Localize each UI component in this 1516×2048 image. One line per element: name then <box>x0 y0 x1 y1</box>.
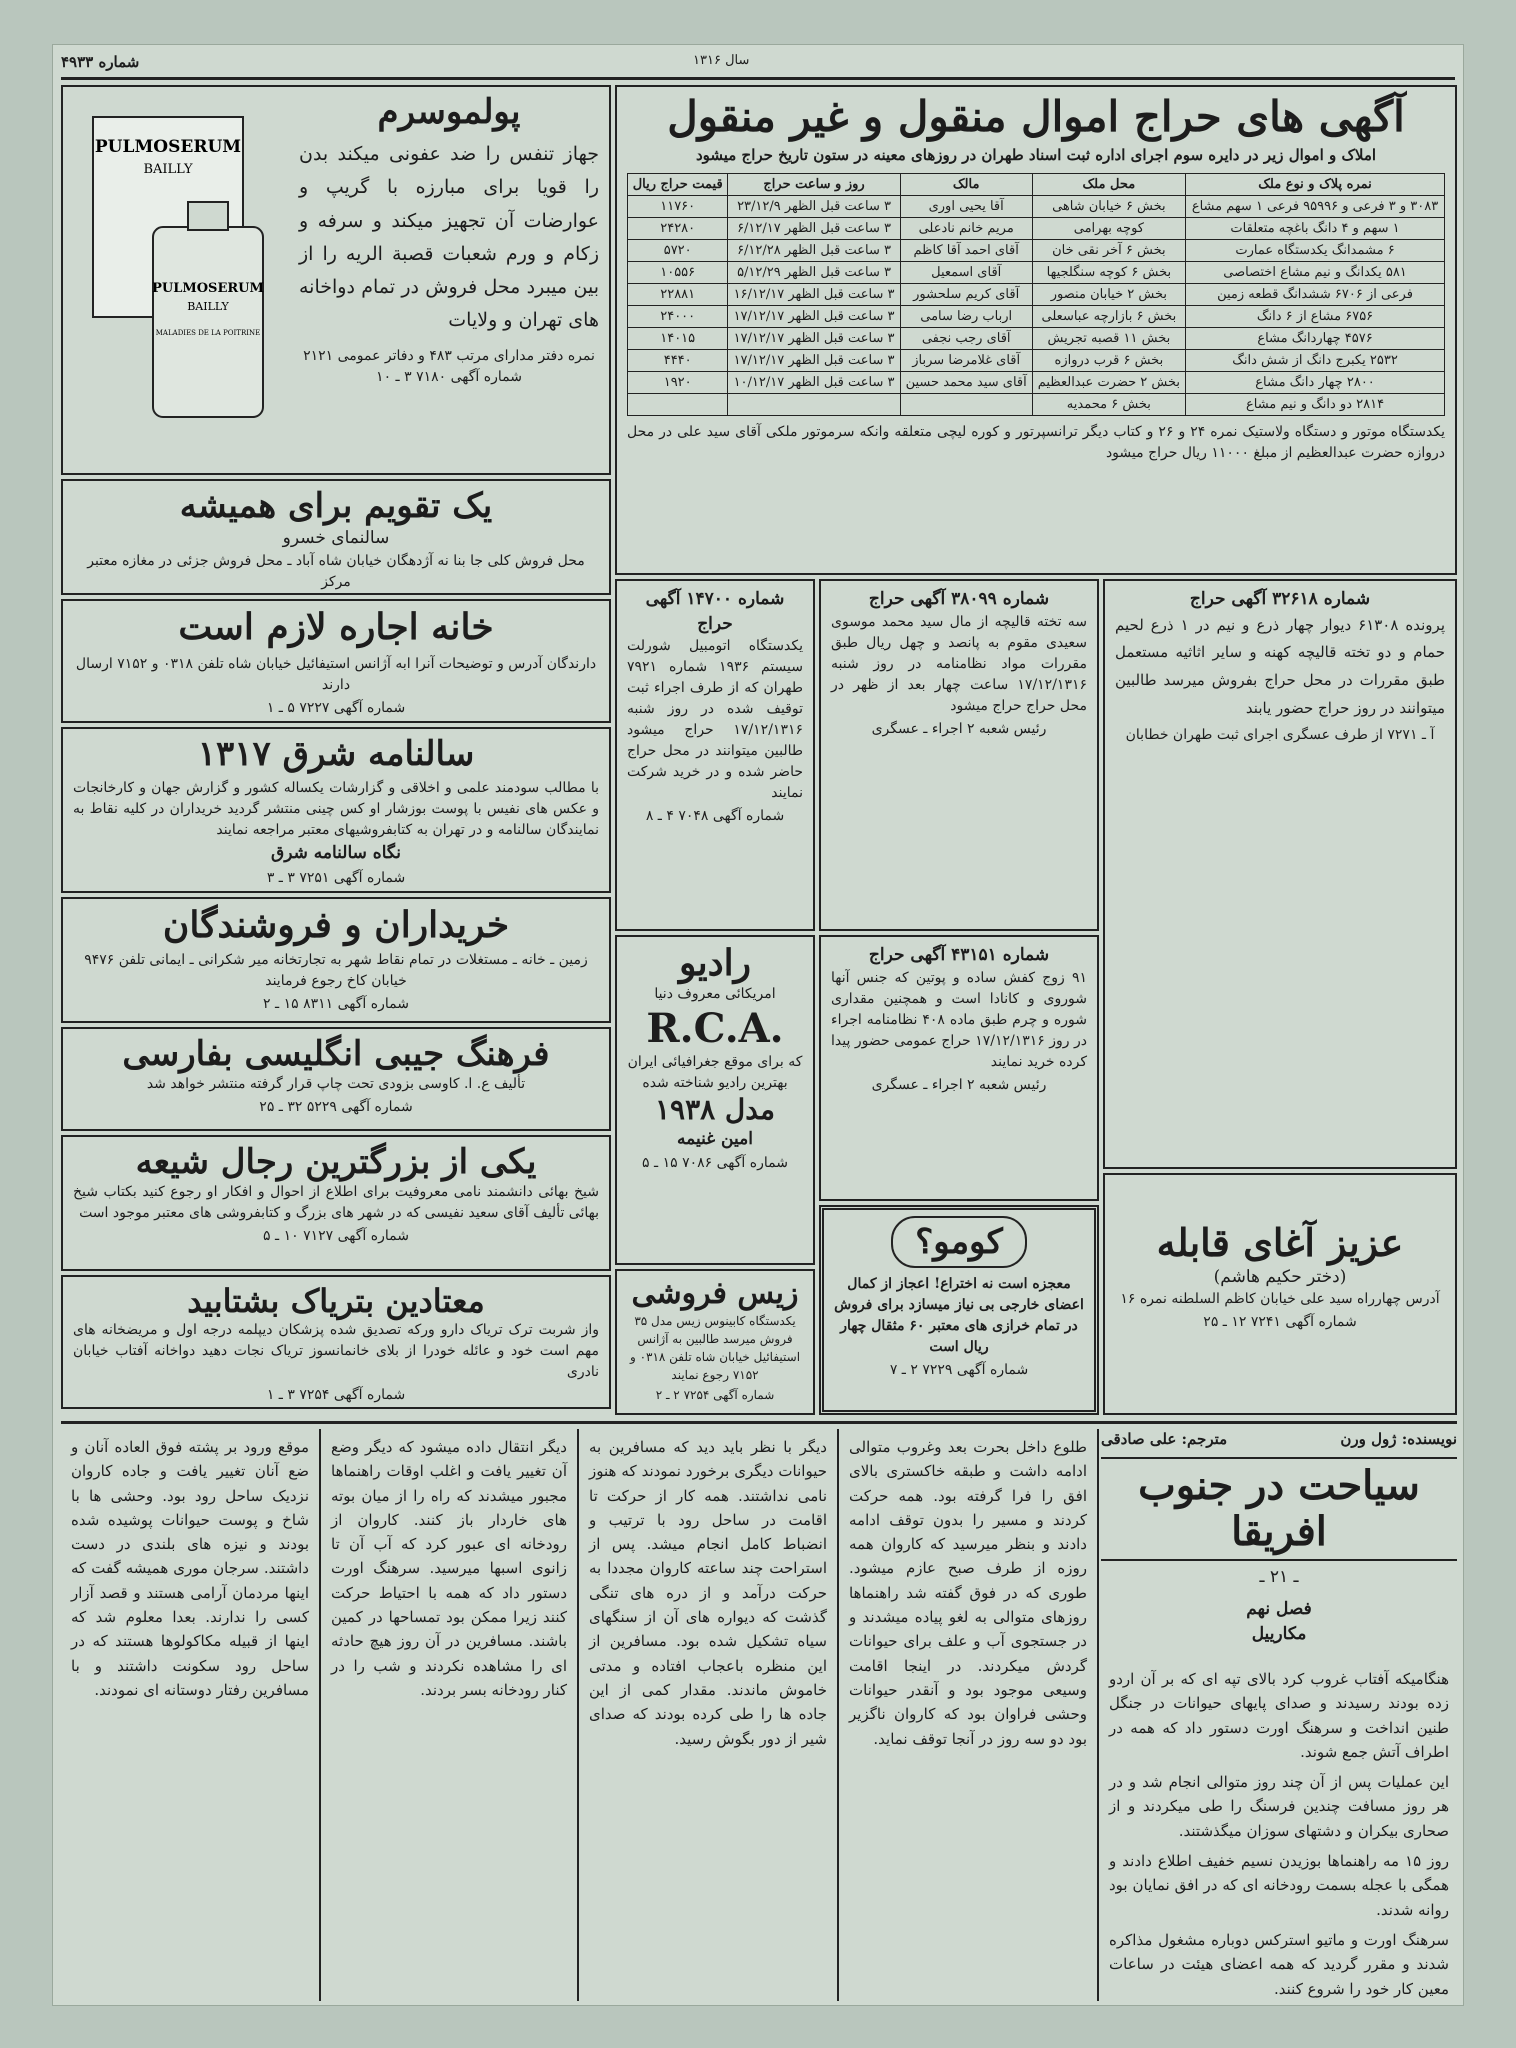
calendar-subtitle: سالنمای خسرو <box>282 528 390 549</box>
auction-cell: ۳ ساعت قبل الظهر ۶/۱۲/۲۸ <box>728 240 900 262</box>
pulmoserum-ref: نمره دفتر مدارای مرتب ۴۸۳ و دفاتر عمومی ۲۱۲۱ شماره آگهی ۷۱۸۰ ۳ ـ ۱۰ <box>303 347 595 385</box>
auction-cell: ۳ ساعت قبل الظهر ۵/۱۲/۲۹ <box>728 262 900 284</box>
radio-ref: شماره آگهی ۷۰۸۶ ۱۵ ـ ۵ <box>642 1155 788 1172</box>
auction-cell: بخش ۶ محمدیه <box>1032 394 1185 416</box>
aziz-ref: شماره آگهی ۷۲۴۱ ۱۲ ـ ۲۵ <box>1203 1314 1357 1331</box>
serial-header <box>1101 1429 1457 1647</box>
calendar-body: محل فروش کلی جا بنا نه آژدهگان خیابان شاه آباد ـ محل فروش جزئی در مغازه معتبر مرکز <box>87 552 585 590</box>
auction-cell: بخش ۶ کوچه سنگلجیها <box>1032 262 1185 284</box>
buyers-ad <box>61 897 611 1023</box>
auction-row <box>628 218 1445 240</box>
auction-cell: فرعی از ۶۷۰۶ ششدانگ قطعه زمین <box>1186 284 1445 306</box>
serial-opening <box>1101 1661 1457 2001</box>
bottle-brand-front: PULMOSERUM <box>152 281 264 296</box>
column-rule <box>837 1429 839 2001</box>
serial-episode: ـ ۲۱ ـ <box>1259 1566 1299 1587</box>
auction-row <box>628 350 1445 372</box>
auction-notice-2 <box>819 579 1099 931</box>
zeiss-body: یکدستگاه کابینوس زیس مدل ۳۵ فروش میرسد طالبین به آژانس استیفائیل خیابان شاه تلفن ۰۳۱۸ و ۷۱۵۲ رجوع نمایند <box>629 1313 801 1382</box>
auction-cell: ارباب رضا سامی <box>900 306 1032 328</box>
col-price: قیمت حراج ریال <box>628 174 728 196</box>
auction-cell: ۳ ساعت قبل الظهر ۱۰/۱۲/۱۷ <box>728 372 900 394</box>
notice4-body: ۹۱ زوج کفش ساده و پوتین که جنس آنها شوروی و کانادا است و همچنین مقداری شوره و چرم طبق ماده ۴۰۸ نظامنامه اجراء در روز ۱۷/۱۲/۱۳۱۶ حراج عمومی حضور پیدا کرده خرید نمایند <box>831 969 1087 1070</box>
auction-cell: ۲۵۳۲ یکبرج دانگ از شش دانگ <box>1186 350 1445 372</box>
auction-cell: بخش ۶ آخر نقی خان <box>1032 240 1185 262</box>
notice4-title: آگهی حراج <box>868 945 946 965</box>
komo-ad <box>819 1205 1099 1415</box>
serial-paragraph: سرهنگ اورت و ماتیو استرکس دوباره مشغول مذاکره شدند و مقرر گردید که همه اعضای هیئت در ساعات معین کار خود را شروع کنند. <box>1109 1930 1449 1998</box>
column-rule <box>577 1429 579 2001</box>
auction-footnote: یکدستگاه موتور و دستگاه ولاستیک نمره ۲۴ و ۲۶ و کتاب دیگر ترانسپرتور و کوره لیچی متعلقه وانکه سرموتور ملکی آقای سید علی در محل دروازه حضرت عبدالعظیم از مبلغ ۱۱۰۰۰ ریال حراج میشود <box>627 424 1445 462</box>
auction-table <box>627 173 1445 416</box>
radio-title: رادیو <box>678 942 752 984</box>
shia-book-ref: شماره آگهی ۷۱۲۷ ۱۰ ـ ۵ <box>263 1228 409 1245</box>
pulmoserum-ad <box>61 85 611 475</box>
dictionary-ref: شماره آگهی ۵۲۲۹ ۳۲ ـ ۲۵ <box>259 1099 413 1116</box>
notice1-title: آگهی حراج <box>645 589 733 634</box>
zeiss-ref: شماره آگهی ۷۲۵۴ ۲ ـ ۲ <box>655 1387 775 1402</box>
auction-notice-1 <box>615 579 815 931</box>
auction-cell: بخش ۲ خیابان منصور <box>1032 284 1185 306</box>
auction-cell: ۳ ساعت قبل الظهر ۱۷/۱۲/۱۷ <box>728 328 900 350</box>
radio-model: مدل ۱۹۳۸ <box>655 1093 775 1127</box>
auction-cell: آقای رجب نجفی <box>900 328 1032 350</box>
medicine-bottle-icon <box>83 107 293 437</box>
auction-cell: ۳ ساعت قبل الظهر ۲۳/۱۲/۹ <box>728 196 900 218</box>
auction-row <box>628 328 1445 350</box>
auction-title: آگهی های حراج اموال منقول و غیر منقول <box>667 92 1405 141</box>
notice2-body: سه تخته قالیچه از مال سید محمد موسوی سعیدی مقوم به پانصد و چهل ریال طبق مقررات مواد نظامنامه در روز شنبه ۱۷/۱۲/۱۳۱۶ ساعت چهار بعد از ظهر در محل حراج حراج میشود <box>831 613 1087 714</box>
bottle-maker-top: BAILLY <box>143 162 193 177</box>
serial-paragraph: روز ۱۵ مه راهنماها بوزیدن نسیم خفیف اطلاع دادند و همگی با عجله بسمت رودخانه ای که در افق نمایان بود روانه شدند. <box>1109 1852 1450 1919</box>
newspaper-page <box>52 44 1464 2006</box>
auction-section <box>615 85 1457 575</box>
auction-cell: ۳ ساعت قبل الظهر ۶/۱۲/۱۷ <box>728 218 900 240</box>
auction-cell: ۱۱۷۶۰ <box>628 196 728 218</box>
auction-row <box>628 394 1445 416</box>
auction-cell: آقای احمد آقا کاظم <box>900 240 1032 262</box>
auction-row <box>628 306 1445 328</box>
col-date: روز و ساعت حراج <box>728 174 900 196</box>
auction-cell: ۲۲۸۸۱ <box>628 284 728 306</box>
auction-subtitle: املاک و اموال زیر در دایره سوم اجرای اداره ثبت اسناد طهران در روزهای معینه در ستون تاریخ حراج میشود <box>695 146 1377 165</box>
zeiss-ad <box>615 1269 815 1415</box>
radio-body: که برای موقع جغرافیائی ایران بهترین رادیو شناخته شده <box>627 1054 803 1092</box>
auction-row <box>628 372 1445 394</box>
auction-cell: ۱۹۲۰ <box>628 372 728 394</box>
rental-ref: شماره آگهی ۷۲۲۷ ۵ ـ ۱ <box>266 700 406 717</box>
auction-cell: ۱۴۰۱۵ <box>628 328 728 350</box>
auction-cell: آقای غلامرضا سرباز <box>900 350 1032 372</box>
serial-paragraph: این عملیات پس از آن چند روز متوالی انجام شد و در هر روز مسافت چندین فرسنگ را طی میکردند و از صحاری بیکران و دشتهای سوزان میگذشتند. <box>1109 1773 1449 1840</box>
zeiss-title: زیس فروشی <box>631 1276 799 1311</box>
auction-cell: ۲۸۱۴ دو دانگ و نیم مشاع <box>1186 394 1445 416</box>
notice2-ref: رئیس شعبه ۲ اجراء ـ عسگری <box>871 720 1047 737</box>
aziz-subtitle: (دختر حکیم هاشم) <box>1213 1266 1347 1287</box>
auction-cell: ۲۸۰۰ چهار دانگ مشاع <box>1186 372 1445 394</box>
section-rule <box>61 1421 1457 1424</box>
serial-column-3: دیگر انتقال داده میشود که دیگر وضع آن تغییر یافت و اغلب اوقات راهنماها مجبور میشدند که راه را از میان بوته های خاردار باز کنند. کاروان از رودخانه ای عبور کرد که آب آن تا زانوی اسبها میرسید. سرهنگ اورت دستور داد که همه با احتیاط حرکت کنند زیرا ممکن بود تمساحها در کمین باشند. مسافرین در آن روز هیچ حادثه ای را مشاهده نکردند و شب را در کنار رودخانه بسر بردند. <box>331 1438 567 1699</box>
notice3-body: پرونده ۶۱۳۰۸ دیوار چهار ذرع و نیم در ۱ ذرع لحیم حمام و دو تخته قالیچه کهنه و سایر اثاثیه مستعمل طبق مقررات در محل حراج بفروش میرسد طالبین میتوانند در روز حراج حضور یابند <box>1115 615 1446 717</box>
serial-translator: مترجم: علی صادقی <box>1101 1430 1228 1448</box>
auction-cell <box>900 394 1032 416</box>
auction-cell: بخش ۲ حضرت عبدالعظیم <box>1032 372 1185 394</box>
almanac-signature: نگاه سالنامه شرق <box>271 843 401 864</box>
almanac-title: سالنامه شرق ۱۳۱۷ <box>197 734 475 774</box>
auction-cell: کوچه بهرامی <box>1032 218 1185 240</box>
auction-cell: آقای اسمعیل <box>900 262 1032 284</box>
auction-cell: ۶ مشمدانگ یکدستگاه عمارت <box>1186 240 1445 262</box>
opium-ref: شماره آگهی ۷۲۵۴ ۳ ـ ۱ <box>266 1386 406 1403</box>
opium-title: معتادین بتریاک بشتابید <box>187 1282 485 1320</box>
serial-column-1: طلوع داخل بحرت بعد وغروب متوالی ادامه داشت و طبقه خاکستری بالای افق را فرا گرفته بود. همه حرکت کردند و مسیر را بدون توقف ادامه دادند و بنظر میرسید که کاروان همه روزه از طرف صبح عازم میشود. طوری که در فوق گفته شد راهنماها روزهای متوالی به لغو پیاده میشدند و در جستجوی آب و علف برای حیوانات گردش میکردند. در اینجا اقامت وسیعی موجود بود و آنقدر حیوانات وحشی فراوان بود که کاروان ناگزیر بود دو سه روز در آنجا توقف نماید. <box>849 1438 1087 1748</box>
almanac-body: با مطالب سودمند علمی و اخلاقی و گزارشات یکساله کشور و گزارش جهان و کارخانجات و عکس های نفیس با پوست بوزشار او کس چینی منتشر گردید خریداران در کلیه نقاط به نمایندگان سالنامه و در تهران به کتابفروشیهای معتبر مراجعه نمایند <box>73 780 599 839</box>
shia-book-body: شیخ بهائی دانشمند نامی معروفیت برای اطلاع از احوال و افکار او رجوع کنید بکتاب شیخ بهائی تألیف آقای سعید نفیسی که در شهر های بزرگ و کتابفروشی های معتبر موجود است <box>73 1184 599 1222</box>
auction-cell: ۲۴۰۰۰ <box>628 306 728 328</box>
auction-cell: ۱۰۵۵۶ <box>628 262 728 284</box>
radio-subtitle: امریکائی معروف دنیا <box>654 986 776 1003</box>
dictionary-title: فرهنگ جیبی انگلیسی بفارسی <box>122 1034 550 1074</box>
issue-label: شماره ۴۹۳۳ <box>61 53 140 71</box>
auction-cell: آقای کریم سلحشور <box>900 284 1032 306</box>
notice1-number: شماره ۱۴۷۰۰ <box>686 589 785 609</box>
notice3-ref: آ ـ ۷۲۷۱ از طرف عسگری اجرای ثبت طهران خطابان <box>1125 726 1435 743</box>
auction-cell: ۳ ساعت قبل الظهر ۱۷/۱۲/۱۷ <box>728 306 900 328</box>
auction-cell: آقای سید محمد حسین <box>900 372 1032 394</box>
rental-title: خانه اجاره لازم است <box>178 606 494 648</box>
aziz-title: عزیز آغای قابله <box>1156 1220 1404 1265</box>
radio-agent: امین غنیمه <box>677 1128 753 1149</box>
auction-cell: ۳ ساعت قبل الظهر ۱۷/۱۲/۱۷ <box>728 350 900 372</box>
auction-cell: مریم خانم نادعلی <box>900 218 1032 240</box>
shia-book-title: یکی از بزرگترین رجال شیعه <box>135 1142 537 1182</box>
almanac-ad <box>61 727 611 893</box>
auction-cell: بخش ۶ قرب دروازه <box>1032 350 1185 372</box>
notice3-title: آگهی حراج <box>1189 589 1267 609</box>
auction-cell: ۱ سهم و ۴ دانگ باغچه متعلقات <box>1186 218 1445 240</box>
auction-cell <box>628 394 728 416</box>
auction-cell: ۵۷۲۰ <box>628 240 728 262</box>
shia-book-ad <box>61 1135 611 1271</box>
auction-cell: ۶۷۵۶ مشاع از ۶ دانگ <box>1186 306 1445 328</box>
auction-cell: ۳۰۸۳ و ۳ فرعی و ۹۵۹۹۶ فرعی ۱ سهم مشاع <box>1186 196 1445 218</box>
auction-cell: ۳ ساعت قبل الظهر ۱۶/۱۲/۱۷ <box>728 284 900 306</box>
aziz-ad <box>1103 1173 1457 1415</box>
column-rule <box>319 1429 321 2001</box>
opium-body: واز شربت ترک تریاک دارو ورکه تصدیق شده پزشکان دیپلمه درجه اول و مریضخانه های مهم است خود و عائله خودرا از بلای خانمانسوز تریاک نجات دهید دواخانه آفتاب خیابان نادری <box>73 1321 599 1380</box>
header-rule <box>61 77 1455 80</box>
rental-body: دارندگان آدرس و توضیحات آنرا ابه آژانس استیفائیل خیابان شاه تلفن ۰۳۱۸ و ۷۱۵۲ ارسال دارند <box>75 656 597 694</box>
auction-cell: ۵۸۱ یکدانگ و نیم مشاع اختصاصی <box>1186 262 1445 284</box>
buyers-body: زمین ـ خانه ـ مستغلات در تمام نقاط شهر به تجارتخانه میر شکرانی ـ ایمانی تلفن ۹۴۷۶ خیابان کاخ رجوع فرمایند <box>84 952 588 990</box>
auction-cell: بخش ۶ بازارچه عباسعلی <box>1032 306 1185 328</box>
notice4-number: شماره ۴۳۱۵۱ <box>951 945 1050 965</box>
bottle-note: MALADIES DE LA POITRINE <box>155 329 261 337</box>
auction-cell: بخش ۶ خیابان شاهی <box>1032 196 1185 218</box>
buyers-title: خریداران و فروشندگان <box>162 904 510 946</box>
col-location: محل ملک <box>1032 174 1185 196</box>
pulmoserum-body: جهاز تنفس را ضد عفونی میکند بدن را قویا برای مبارزه با گریپ و عوارضات آن تجهیز میکند و سرفه و زکام و ورم شعبات قصبة الریه را از بین میبرد محل فروش در تمام دواخانه های تهران و ولایات <box>299 143 599 332</box>
col-plate: نمره پلاک و نوع ملک <box>1186 174 1445 196</box>
radio-brand: R.C.A. <box>646 1005 784 1053</box>
pulmoserum-title: پولموسرم <box>377 92 521 132</box>
auction-notice-3 <box>1103 579 1457 1169</box>
notice3-number: شماره ۳۲۶۱۸ <box>1272 589 1371 609</box>
komo-ref: شماره آگهی ۷۲۲۹ ۲ ـ ۷ <box>889 1362 1029 1378</box>
komo-body: معجزه است نه اختراع! اعجاز از کمال اعضای خارجی بی نیاز میسازد برای فروش در تمام خرازی های معتبر ۶۰ مثقال چهار ریال است <box>834 1276 1084 1355</box>
calendar-title: یک تقویم برای همیشه <box>179 486 493 526</box>
bottle-maker-front: BAILLY <box>187 300 229 313</box>
auction-notice-4 <box>819 935 1099 1201</box>
rental-ad <box>61 599 611 723</box>
column-rule <box>1097 1429 1099 2001</box>
radio-ad <box>615 935 815 1265</box>
serial-author: نویسنده: ژول ورن <box>1340 1430 1457 1448</box>
bottle-brand-top: PULMOSERUM <box>94 137 242 157</box>
auction-cell: بخش ۱۱ قصبه تجریش <box>1032 328 1185 350</box>
auction-cell: ۴۵۷۶ چهاردانگ مشاع <box>1186 328 1445 350</box>
serial-paragraph: هنگامیکه آفتاب غروب کرد بالای تپه ای که بر آن اردو زده بودند رسیدند و صدای پایهای حیوانات در جنگل طنین انداخت و سرهنگ اورت دستور داد که همه در اطراف آتش جمع شوند. <box>1109 1670 1449 1761</box>
auction-row <box>628 240 1445 262</box>
notice1-ref: شماره آگهی ۷۰۴۸ ۴ ـ ۸ <box>645 808 785 825</box>
dictionary-ad <box>61 1027 611 1131</box>
dictionary-body: تألیف ع. ا. کاوسی بزودی تحت چاپ قرار گرفته منتشر خواهد شد <box>146 1076 526 1093</box>
buyers-ref: شماره آگهی ۸۳۱۱ ۱۵ ـ ۲ <box>263 996 409 1013</box>
serial-column-4: موقع ورود بر پشته فوق العاده آنان و ضع آنان تغییر یافت و جاده کاروان نزدیک ساحل رود بود. وحشی ها با شاخ و پوست حیوانات پوشیده شده بودند و نیزه های بلندی در دست داشتند. سرجان موری همیشه گفت که اینها مردمان آرامی هستند و قصد آزار کسی را ندارند. بعدا معلوم شد که اینها از قبیله مکاکولوها هستند که در ساحل رود سکونت داشتند و با مسافرین رفتار دوستانه ای نمودند. <box>71 1438 309 1699</box>
notice4-ref: رئیس شعبه ۲ اجراء ـ عسگری <box>871 1076 1047 1093</box>
notice2-number: شماره ۳۸۰۹۹ <box>951 589 1050 609</box>
auction-row <box>628 284 1445 306</box>
auction-cell: آقا یحیی اوری <box>900 196 1032 218</box>
serial-chapter-title: مکارییل <box>1251 1624 1307 1645</box>
col-owner: مالک <box>900 174 1032 196</box>
aziz-body: آدرس چهارراه سید علی خیابان کاظم السلطنه نمره ۱۶ <box>1120 1291 1440 1308</box>
auction-cell: ۲۴۲۸۰ <box>628 218 728 240</box>
auction-cell: ۴۴۴۰ <box>628 350 728 372</box>
serial-column-2: دیگر با نظر باید دید که مسافرین به حیوانات دیگری برخورد نمودند که هنوز نامی نداشتند. همه کار از حرکت تا اقامت در ساحل رود با ترتیب و انضباط کامل انجام میشد. پس از استراحت چند ساعته کاروان مجددا به حرکت درآمد و از دره های تنگی گذشت که دیواره های آن از سنگهای سیاه تشکیل شده بود. مسافرین از این منظره باعجاب افتاده و مدتی خاموش ماندند. مقدار کمی از این جاده ها را طی کرده بودند که صدای شیر از دور بگوش رسید. <box>589 1438 827 1748</box>
almanac-ref: شماره آگهی ۷۲۵۱ ۳ ـ ۳ <box>266 869 406 886</box>
auction-table-header <box>628 174 1445 196</box>
serial-chapter: فصل نهم <box>1246 1599 1312 1620</box>
serial-title: سیاحت در جنوب افریقا <box>1101 1457 1457 1561</box>
auction-cell <box>728 394 900 416</box>
notice1-body: یکدستگاه اتومبیل شورلت سیستم ۱۹۳۶ شماره ۷۹۲۱ طهران که از طرف اجراء ثبت توقیف شده در روز شنبه ۱۷/۱۲/۱۳۱۶ حراج میشود طالبین میتوانند در محل حراج حاضر شده و در خرید شرکت نمایند <box>627 638 803 802</box>
opium-ad <box>61 1275 611 1409</box>
auction-row <box>628 262 1445 284</box>
notice2-title: آگهی حراج <box>868 589 946 609</box>
komo-title: کومو؟ <box>891 1216 1027 1268</box>
auction-row <box>628 196 1445 218</box>
calendar-ad <box>61 479 611 595</box>
date-line: سال ۱۳۱۶ <box>693 53 750 68</box>
